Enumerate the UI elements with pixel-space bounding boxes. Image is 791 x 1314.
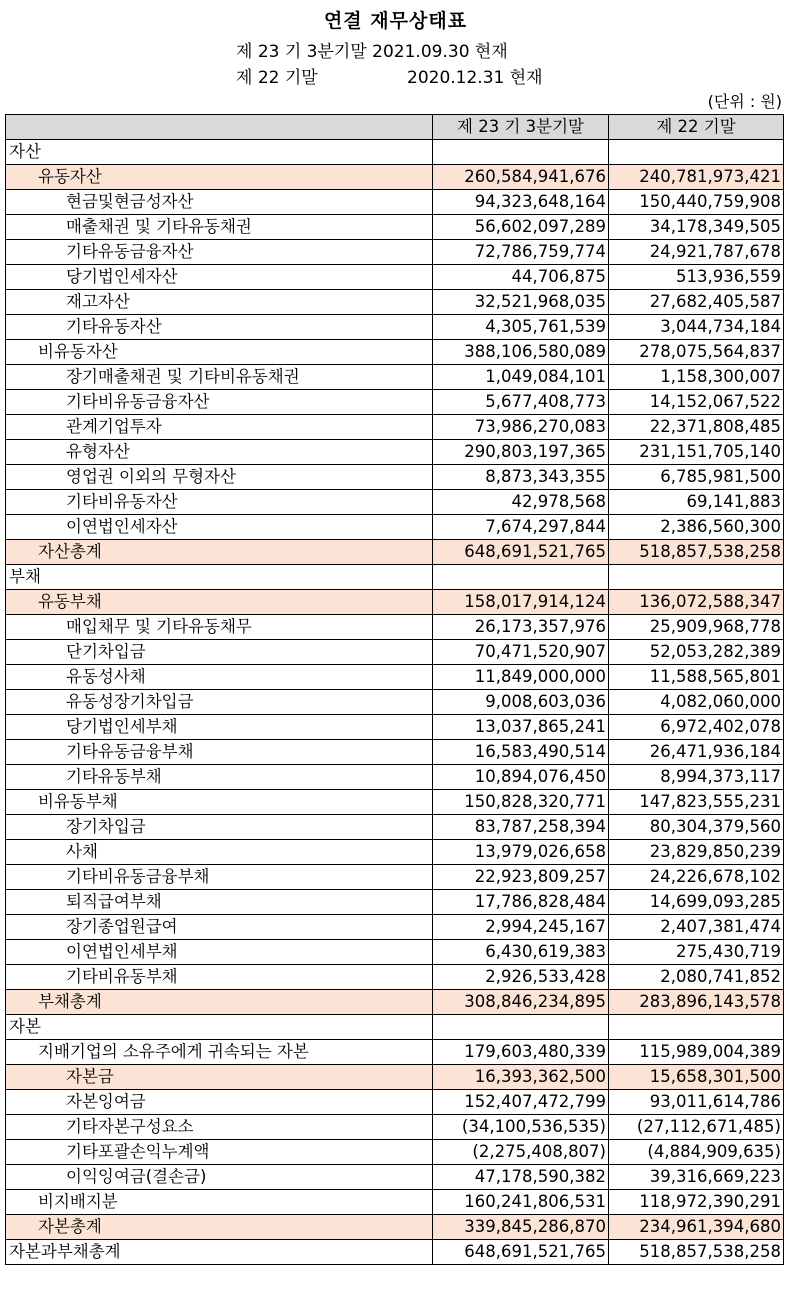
account-label: 기타유동금융부채: [6, 740, 433, 765]
current-period-value: 44,706,875: [433, 265, 609, 290]
period-prior-date: 2020.12.31 현재: [407, 68, 543, 88]
account-label: 부채총계: [6, 990, 433, 1015]
current-period-value: 308,846,234,895: [433, 990, 609, 1015]
current-period-value: 10,894,076,450: [433, 765, 609, 790]
prior-period-value: 26,471,936,184: [609, 740, 784, 765]
prior-period-value: 14,699,093,285: [609, 890, 784, 915]
current-period-value: 2,926,533,428: [433, 965, 609, 990]
statement-title: 연결 재무상태표: [323, 10, 468, 32]
current-period-value: 4,305,761,539: [433, 315, 609, 340]
current-period-value: 22,923,809,257: [433, 865, 609, 890]
table-row: [6, 540, 784, 565]
account-label: 자본금: [6, 1065, 433, 1090]
account-label: 기타유동자산: [6, 315, 433, 340]
current-period-value: 1,049,084,101: [433, 365, 609, 390]
table-row: [6, 515, 784, 540]
prior-period-value: 24,921,787,678: [609, 240, 784, 265]
current-period-value: 17,786,828,484: [433, 890, 609, 915]
table-row: [6, 1240, 784, 1265]
current-period-value: 152,407,472,799: [433, 1090, 609, 1115]
table-row: [6, 490, 784, 515]
prior-period-value: 69,141,883: [609, 490, 784, 515]
account-label: 비유동자산: [6, 340, 433, 365]
current-period-value: 260,584,941,676: [433, 165, 609, 190]
table-row: [6, 715, 784, 740]
current-period-value: 339,845,286,870: [433, 1215, 609, 1240]
prior-period-value: 4,082,060,000: [609, 690, 784, 715]
prior-period-value: (4,884,909,635): [609, 1140, 784, 1165]
prior-period-value: 1,158,300,007: [609, 365, 784, 390]
account-label: 유동자산: [6, 165, 433, 190]
current-period-value: 72,786,759,774: [433, 240, 609, 265]
table-row: [6, 740, 784, 765]
prior-period-value: [609, 140, 784, 165]
account-label: 자본: [6, 1015, 433, 1040]
account-label: 당기법인세자산: [6, 265, 433, 290]
current-period-value: 47,178,590,382: [433, 1165, 609, 1190]
prior-period-value: 11,588,565,801: [609, 665, 784, 690]
prior-period-value: 150,440,759,908: [609, 190, 784, 215]
prior-period-value: 80,304,379,560: [609, 815, 784, 840]
table-header-row: [6, 115, 784, 140]
prior-period-value: 231,151,705,140: [609, 440, 784, 465]
table-row: [6, 440, 784, 465]
table-row: [6, 1090, 784, 1115]
prior-period-value: 2,080,741,852: [609, 965, 784, 990]
prior-period-value: 34,178,349,505: [609, 215, 784, 240]
table-row: [6, 1065, 784, 1090]
current-period-value: 179,603,480,339: [433, 1040, 609, 1065]
current-period-value: 32,521,968,035: [433, 290, 609, 315]
period-prior-label: 제 22 기말: [236, 68, 318, 88]
account-label: 이연법인세자산: [6, 515, 433, 540]
account-label: 비유동부채: [6, 790, 433, 815]
account-label: 유형자산: [6, 440, 433, 465]
current-period-value: 9,008,603,036: [433, 690, 609, 715]
table-row: [6, 415, 784, 440]
account-label: 이연법인세부채: [6, 940, 433, 965]
current-period-value: 7,674,297,844: [433, 515, 609, 540]
table-row: [6, 915, 784, 940]
prior-period-value: [609, 1015, 784, 1040]
account-label: 자산: [6, 140, 433, 165]
current-period-value: 13,037,865,241: [433, 715, 609, 740]
table-row: [6, 215, 784, 240]
table-row: [6, 940, 784, 965]
prior-period-value: 3,044,734,184: [609, 315, 784, 340]
table-row: [6, 840, 784, 865]
current-period-value: 158,017,914,124: [433, 590, 609, 615]
prior-period-value: 234,961,394,680: [609, 1215, 784, 1240]
prior-period-value: 93,011,614,786: [609, 1090, 784, 1115]
account-label: 기타자본구성요소: [6, 1115, 433, 1140]
table-row: [6, 290, 784, 315]
table-row: [6, 865, 784, 890]
header-cell-prior-period: 제 22 기말: [609, 115, 784, 140]
current-period-value: 5,677,408,773: [433, 390, 609, 415]
table-row: [6, 190, 784, 215]
table-row: [6, 765, 784, 790]
prior-period-value: 15,658,301,500: [609, 1065, 784, 1090]
current-period-value: 2,994,245,167: [433, 915, 609, 940]
table-row: [6, 365, 784, 390]
prior-period-value: 27,682,405,587: [609, 290, 784, 315]
account-label: 퇴직급여부채: [6, 890, 433, 915]
current-period-value: 648,691,521,765: [433, 1240, 609, 1265]
current-period-value: 83,787,258,394: [433, 815, 609, 840]
prior-period-value: [609, 565, 784, 590]
table-row: [6, 390, 784, 415]
current-period-value: 26,173,357,976: [433, 615, 609, 640]
table-row: [6, 1165, 784, 1190]
current-period-value: [433, 1015, 609, 1040]
account-label: 유동부채: [6, 590, 433, 615]
account-label: 장기종업원급여: [6, 915, 433, 940]
table-row: [6, 690, 784, 715]
account-label: 자본잉여금: [6, 1090, 433, 1115]
account-label: 기타유동부채: [6, 765, 433, 790]
current-period-value: 160,241,806,531: [433, 1190, 609, 1215]
current-period-value: 73,986,270,083: [433, 415, 609, 440]
current-period-value: 70,471,520,907: [433, 640, 609, 665]
account-label: 유동성장기차입금: [6, 690, 433, 715]
account-label: 기타비유동금융자산: [6, 390, 433, 415]
table-row: [6, 1140, 784, 1165]
current-period-value: 6,430,619,383: [433, 940, 609, 965]
table-row: [6, 790, 784, 815]
current-period-value: 388,106,580,089: [433, 340, 609, 365]
prior-period-value: 14,152,067,522: [609, 390, 784, 415]
current-period-value: 16,393,362,500: [433, 1065, 609, 1090]
account-label: 사채: [6, 840, 433, 865]
account-label: 자산총계: [6, 540, 433, 565]
account-label: 장기매출채권 및 기타비유동채권: [6, 365, 433, 390]
account-label: 부채: [6, 565, 433, 590]
prior-period-value: 118,972,390,291: [609, 1190, 784, 1215]
account-label: 현금및현금성자산: [6, 190, 433, 215]
account-label: 자본총계: [6, 1215, 433, 1240]
table-row: [6, 640, 784, 665]
current-period-value: [433, 565, 609, 590]
table-row: [6, 965, 784, 990]
account-label: 관계기업투자: [6, 415, 433, 440]
prior-period-value: 6,972,402,078: [609, 715, 784, 740]
current-period-value: 290,803,197,365: [433, 440, 609, 465]
account-label: 장기차입금: [6, 815, 433, 840]
current-period-value: 11,849,000,000: [433, 665, 609, 690]
prior-period-value: 24,226,678,102: [609, 865, 784, 890]
account-label: 기타비유동자산: [6, 490, 433, 515]
account-label: 기타포괄손익누계액: [6, 1140, 433, 1165]
table-row: [6, 240, 784, 265]
prior-period-value: (27,112,671,485): [609, 1115, 784, 1140]
account-label: 기타유동금융자산: [6, 240, 433, 265]
account-label: 유동성사채: [6, 665, 433, 690]
table-row: [6, 565, 784, 590]
account-label: 영업권 이외의 무형자산: [6, 465, 433, 490]
current-period-value: (34,100,536,535): [433, 1115, 609, 1140]
prior-period-value: 23,829,850,239: [609, 840, 784, 865]
account-label: 당기법인세부채: [6, 715, 433, 740]
prior-period-value: 39,316,669,223: [609, 1165, 784, 1190]
prior-period-value: 283,896,143,578: [609, 990, 784, 1015]
prior-period-value: 518,857,538,258: [609, 540, 784, 565]
table-row: [6, 890, 784, 915]
prior-period-value: 518,857,538,258: [609, 1240, 784, 1265]
table-row: [6, 665, 784, 690]
current-period-value: (2,275,408,807): [433, 1140, 609, 1165]
current-period-value: 56,602,097,289: [433, 215, 609, 240]
period-current: 제 23 기 3분기말 2021.09.30 현재: [236, 42, 508, 62]
account-label: 단기차입금: [6, 640, 433, 665]
current-period-value: 16,583,490,514: [433, 740, 609, 765]
prior-period-value: 513,936,559: [609, 265, 784, 290]
table-row: [6, 1015, 784, 1040]
account-label: 이익잉여금(결손금): [6, 1165, 433, 1190]
table-row: [6, 165, 784, 190]
prior-period-value: 22,371,808,485: [609, 415, 784, 440]
table-row: [6, 265, 784, 290]
account-label: 매출채권 및 기타유동채권: [6, 215, 433, 240]
current-period-value: 150,828,320,771: [433, 790, 609, 815]
table-row: [6, 815, 784, 840]
prior-period-value: 147,823,555,231: [609, 790, 784, 815]
prior-period-value: 2,407,381,474: [609, 915, 784, 940]
prior-period-value: 278,075,564,837: [609, 340, 784, 365]
prior-period-value: 52,053,282,389: [609, 640, 784, 665]
header-cell-account: [6, 115, 433, 140]
table-row: [6, 140, 784, 165]
table-row: [6, 615, 784, 640]
prior-period-value: 275,430,719: [609, 940, 784, 965]
account-label: 기타비유동부채: [6, 965, 433, 990]
account-label: 기타비유동금융부채: [6, 865, 433, 890]
table-row: [6, 1040, 784, 1065]
current-period-value: 648,691,521,765: [433, 540, 609, 565]
table-row: [6, 1190, 784, 1215]
current-period-value: 94,323,648,164: [433, 190, 609, 215]
current-period-value: 13,979,026,658: [433, 840, 609, 865]
account-label: 지배기업의 소유주에게 귀속되는 자본: [6, 1040, 433, 1065]
table-row: [6, 1215, 784, 1240]
header-cell-current-period: 제 23 기 3분기말: [433, 115, 609, 140]
table-row: [6, 990, 784, 1015]
table-row: [6, 1115, 784, 1140]
current-period-value: 8,873,343,355: [433, 465, 609, 490]
current-period-value: 42,978,568: [433, 490, 609, 515]
prior-period-value: 25,909,968,778: [609, 615, 784, 640]
prior-period-value: 240,781,973,421: [609, 165, 784, 190]
table-row: [6, 340, 784, 365]
balance-sheet-table: [5, 114, 784, 1265]
prior-period-value: 2,386,560,300: [609, 515, 784, 540]
account-label: 재고자산: [6, 290, 433, 315]
prior-period-value: 8,994,373,117: [609, 765, 784, 790]
current-period-value: [433, 140, 609, 165]
table-row: [6, 465, 784, 490]
unit-label: (단위 : 원): [707, 92, 782, 111]
account-label: 비지배지분: [6, 1190, 433, 1215]
prior-period-value: 136,072,588,347: [609, 590, 784, 615]
prior-period-value: 6,785,981,500: [609, 465, 784, 490]
table-row: [6, 590, 784, 615]
account-label: 매입채무 및 기타유동채무: [6, 615, 433, 640]
account-label: 자본과부채총계: [6, 1240, 433, 1265]
prior-period-value: 115,989,004,389: [609, 1040, 784, 1065]
table-row: [6, 315, 784, 340]
